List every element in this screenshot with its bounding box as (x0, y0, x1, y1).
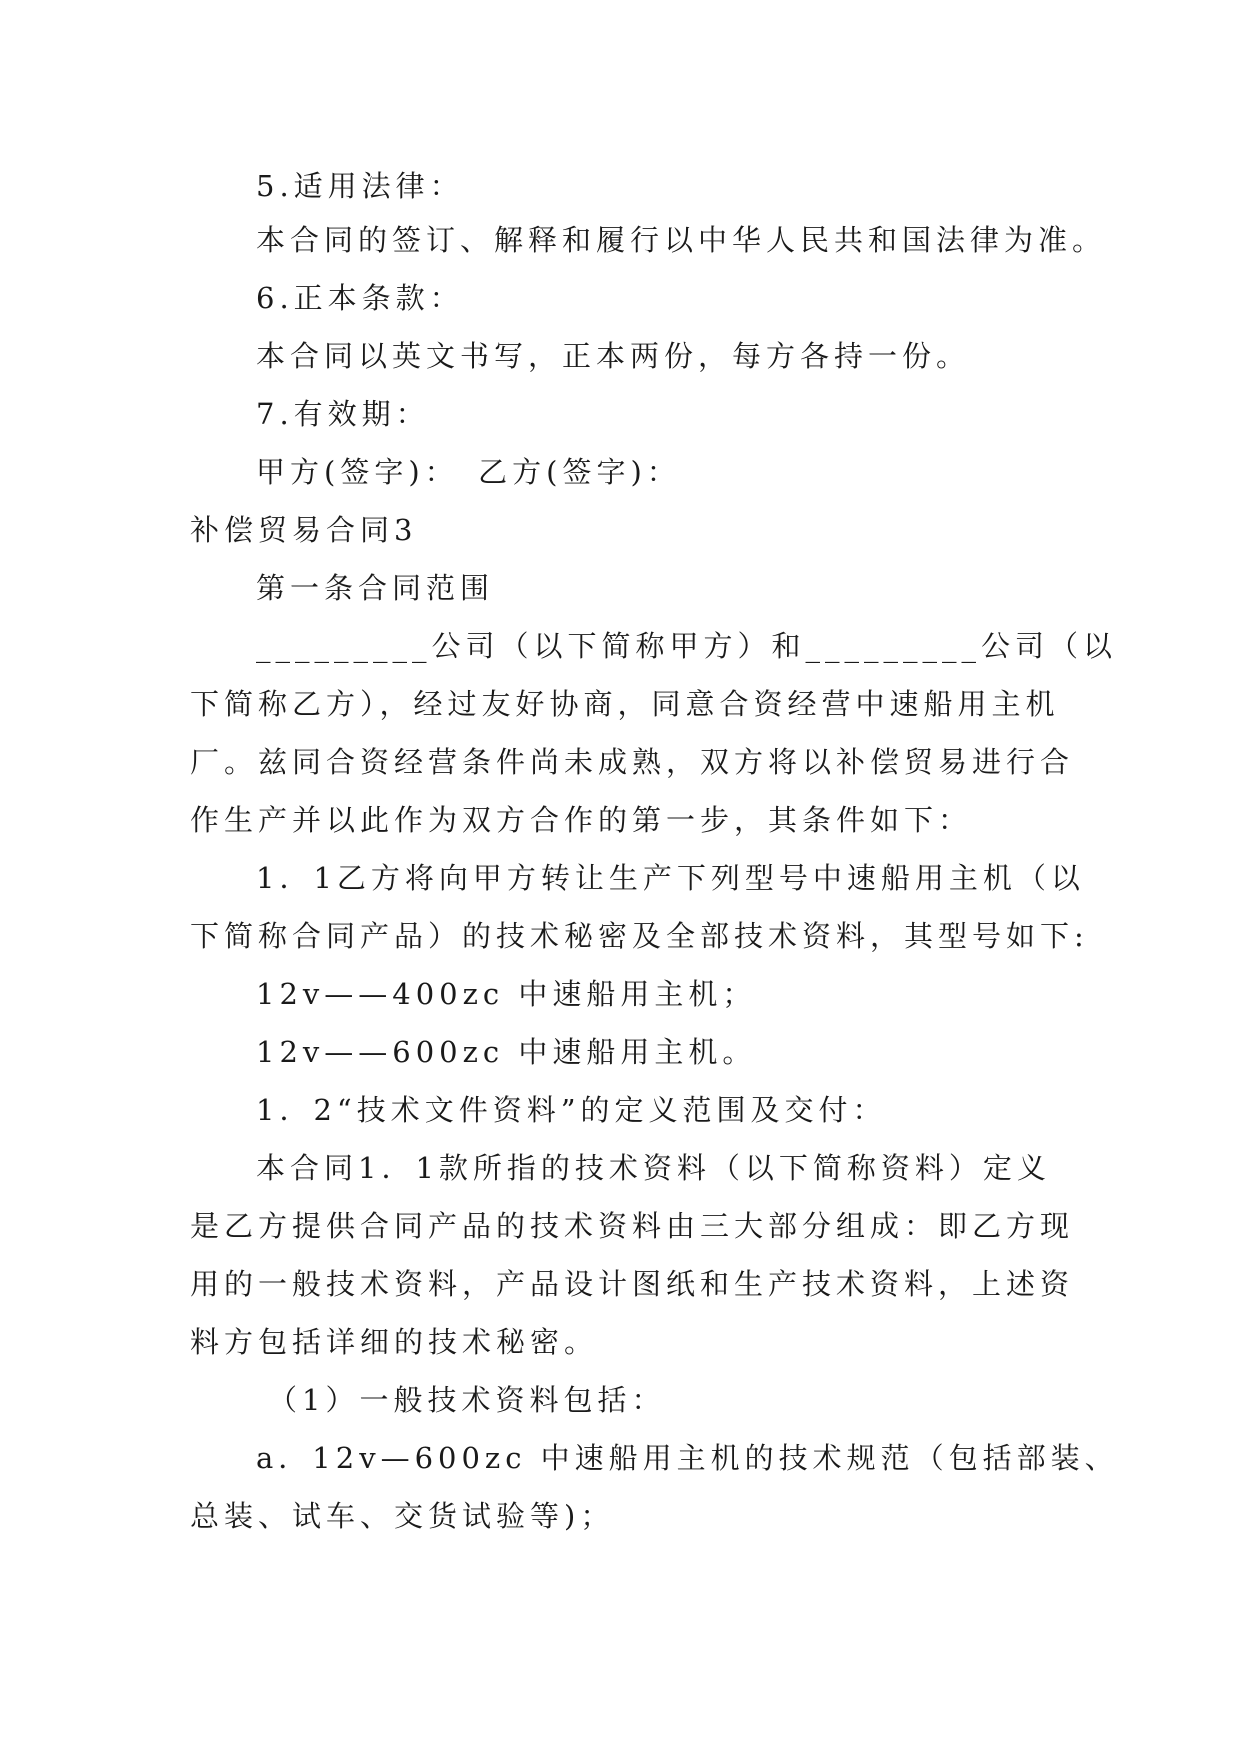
clause-1-2-para-line-3: 用的一般技术资料，产品设计图纸和生产技术资料，上述资 (190, 1267, 1075, 1301)
clause-1-1-line-2: 下简称合同产品）的技术秘密及全部技术资料，其型号如下: (190, 919, 1089, 953)
clause-1-1-line-1: 1．1乙方将向甲方转让生产下列型号中速船用主机（以 (256, 861, 1085, 895)
item-1-heading: （1）一般技术资料包括： (268, 1383, 666, 1417)
clause-1-2-para-line-4: 料方包括详细的技术秘密。 (190, 1325, 599, 1359)
clause-1-2-para-line-1: 本合同1．1款所指的技术资料（以下简称资料）定义 (256, 1151, 1051, 1185)
clause-1-2-para-line-2: 是乙方提供合同产品的技术资料由三大部分组成：即乙方现 (190, 1209, 1075, 1243)
section-6-body: 本合同以英文书写，正本两份，每方各持一份。 (256, 339, 971, 373)
article-1-para-line-2: 下简称乙方），经过友好协商，同意合资经营中速船用主机 (190, 687, 1060, 721)
model-item-600zc: 12v——600zc 中速船用主机。 (256, 1035, 757, 1069)
section-5-body: 本合同的签订、解释和履行以中华人民共和国法律为准。 (256, 223, 1107, 257)
clause-1-2-heading: 1．2“技术文件资料”的定义范围及交付： (256, 1093, 887, 1127)
section-6-heading: 6.正本条款： (256, 281, 464, 315)
article-1-para-line-4: 作生产并以此作为双方合作的第一步，其条件如下： (190, 803, 973, 837)
signature-line: 甲方(签字)： 乙方(签字)： (256, 455, 681, 489)
article-1-para-line-1: _________公司（以下简称甲方）和_________公司（以 (256, 629, 1118, 663)
section-5-heading: 5.适用法律： (256, 169, 464, 203)
model-item-400zc: 12v——400zc 中速船用主机； (256, 977, 757, 1011)
item-a-line-2: 总装、试车、交货试验等)； (190, 1499, 615, 1533)
section-7-heading: 7.有效期： (256, 397, 430, 431)
article-1-para-line-3: 厂。兹同合资经营条件尚未成熟，双方将以补偿贸易进行合 (190, 745, 1075, 779)
item-a-line-1: a．12v—600zc 中速船用主机的技术规范（包括部装、 (256, 1441, 1119, 1475)
article-1-heading: 第一条合同范围 (256, 571, 495, 605)
contract-3-title: 补偿贸易合同3 (190, 513, 418, 547)
